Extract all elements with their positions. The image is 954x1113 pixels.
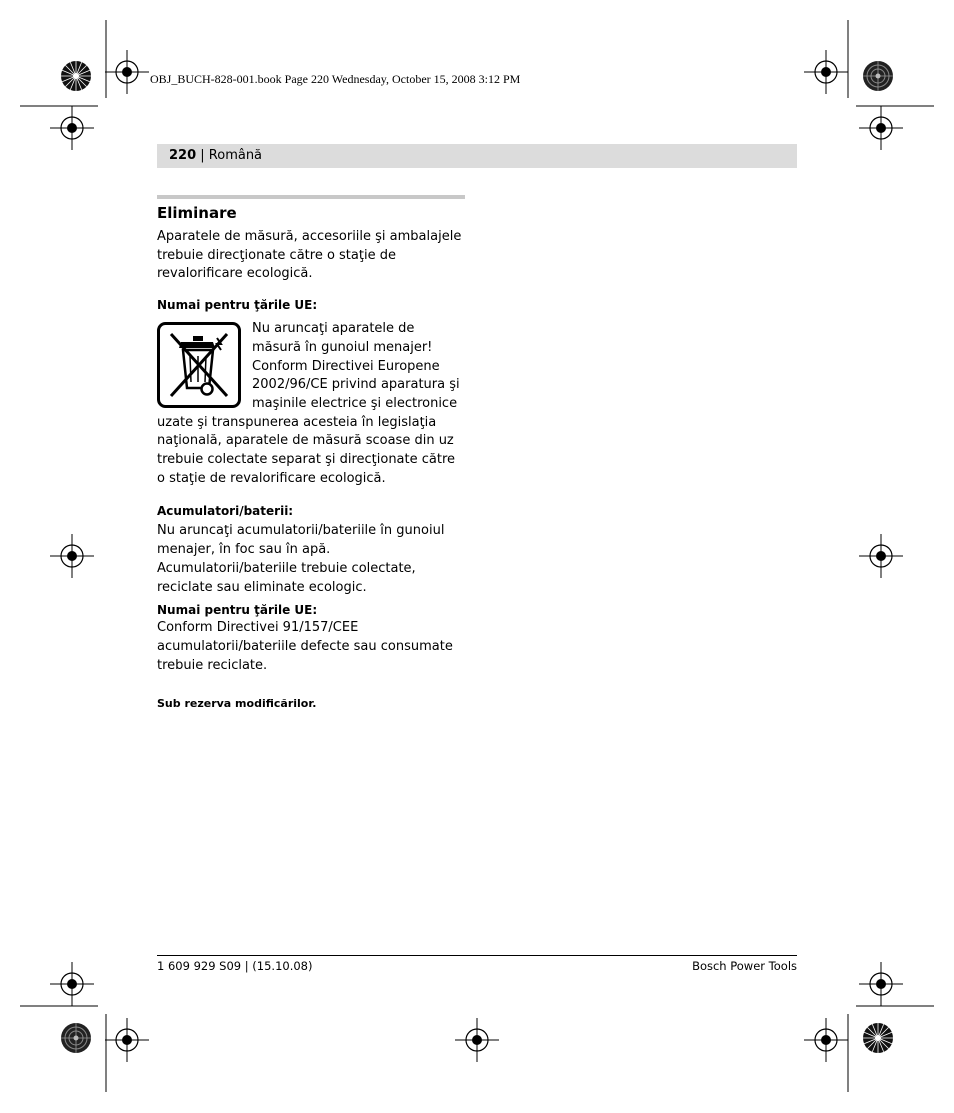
battery-heading: Acumulatori/baterii:: [157, 504, 294, 519]
battery-paragraph: Nu aruncaţi acumulatorii/bateriile în gunoiul menajer, în foc sau în apă. Acumulatorii/bateriile trebuie colectate, reciclate sau eliminate ecologic.: [157, 523, 445, 595]
print-imprint: OBJ_BUCH-828-001.book Page 220 Wednesday, October 15, 2008 3:12 PM: [150, 72, 521, 86]
eu-directive-paragraph: Nu aruncaţi aparatele de măsură în gunoiul menajer! Conform Directivei Europene 2002/96/CE privind aparatura şi maşinile electrice şi electronice uzate şi transpunerea acesteia în legislaţia naţională, aparatele de măsură scoase din uz trebuie colectate separat şi direcţionate către o staţie de revalorificare ecologică.: [157, 321, 460, 486]
footer-document-code: 1 609 929 S09 | (15.10.08): [157, 959, 313, 973]
language-label: | Română: [196, 148, 263, 163]
weee-block: [157, 320, 465, 488]
header-text: [169, 148, 262, 163]
eu-heading: Numai pentru ţările UE:: [157, 298, 318, 313]
page-number: 220: [169, 148, 197, 163]
footer-rule: [157, 955, 797, 956]
intro-paragraph: Aparatele de măsură, accesoriile şi ambalajele trebuie direcţionate către o staţie de revalorificare ecologică.: [157, 229, 462, 282]
crossed-out-wheelie-bin-icon: [157, 322, 241, 408]
footer-brand: Bosch Power Tools: [692, 959, 797, 973]
page-header: [157, 144, 797, 168]
modification-note: Sub rezerva modificărilor.: [157, 697, 317, 711]
section-title: Eliminare: [157, 204, 237, 222]
eu-heading-batteries: Numai pentru ţările UE:: [157, 603, 318, 618]
content-column: [157, 195, 465, 710]
battery-eu-paragraph: Conform Directivei 91/157/CEE acumulatorii/bateriile defecte sau consumate trebuie reciclate.: [157, 620, 453, 673]
section-rule: [157, 195, 465, 199]
